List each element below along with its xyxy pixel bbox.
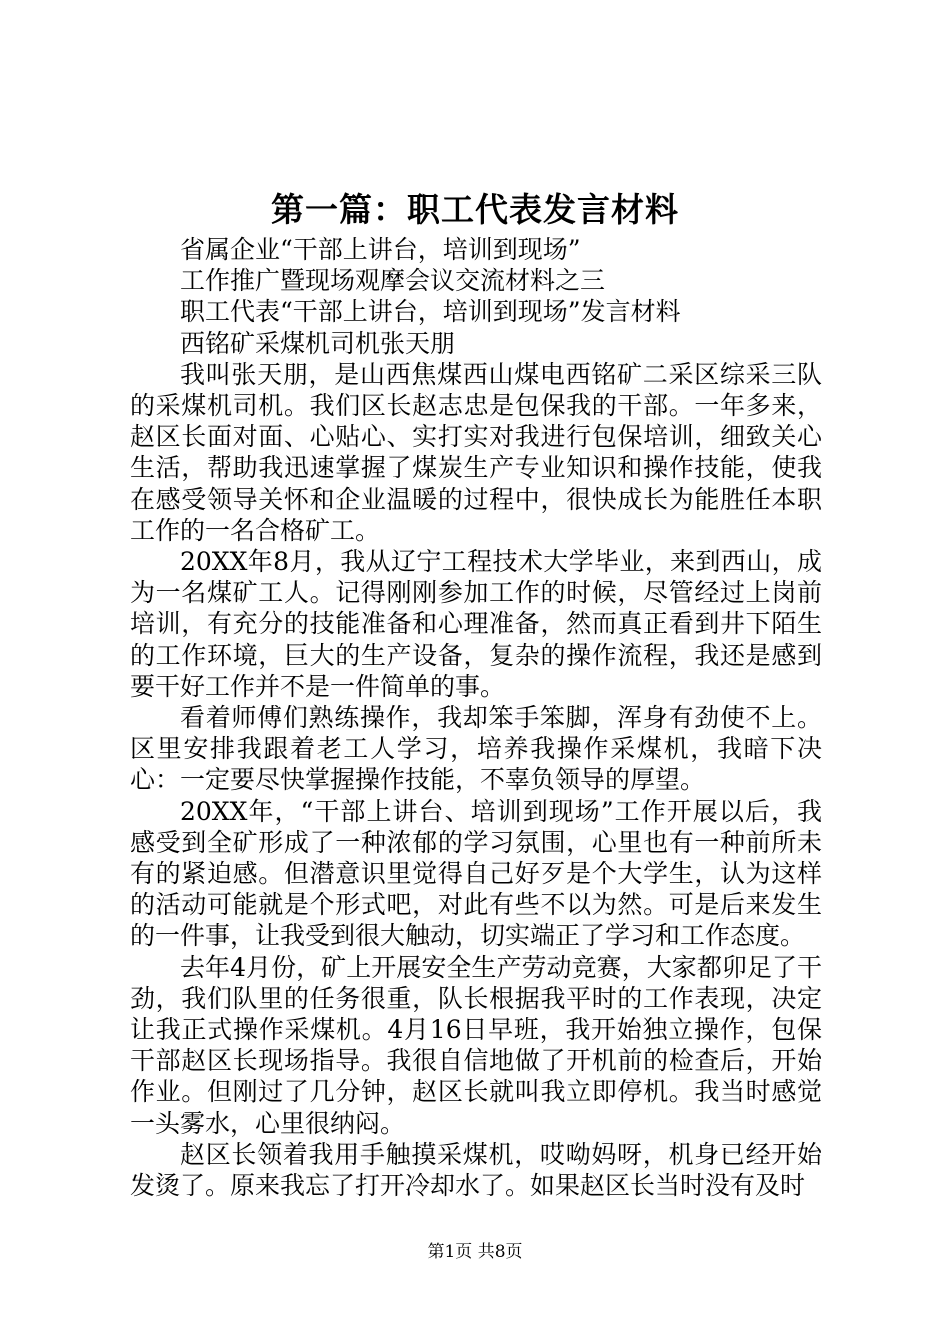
paragraph: 省属企业“干部上讲台，培训到现场” [180, 235, 581, 264]
paragraph: 我叫张天朋，是山西焦煤西山煤电西铭矿二采区综采三队的采煤机司机。我们区长赵志忠是包保我的干部。一年多来，赵区长面对面、心贴心、实打实对我进行包保培训，细致关心生活，帮助我迅速掌握了煤炭生产专业知识和操作技能，使我在感受领导关怀和企业温暖的过程中，很快成长为能胜任本职工作的一名合格矿工。 [130, 359, 822, 545]
paragraph: 去年4月份，矿上开展安全生产劳动竞赛，大家都卯足了干劲，我们队里的任务很重，队长根据我平时的工作表现，决定让我正式操作采煤机。4月16日早班，我开始独立操作，包保干部赵区长现场指导。我很自信地做了开机前的检查后，开始作业。但刚过了几分钟，赵区长就叫我立即停机。我当时感觉一头雾水，心里很纳闷。 [130, 952, 822, 1138]
paragraph: 西铭矿采煤机司机张天朋 [180, 328, 456, 358]
paragraph: 20XX年，“干部上讲台、培训到现场”工作开展以后，我感受到全矿形成了一种浓郁的学习氛围，心里也有一种前所未有的紧迫感。但潜意识里觉得自己好歹是个大学生，认为这样的活动可能就是个形式吧，对此有些不以为然。可是后来发生的一件事，让我受到很大触动，切实端正了学习和工作态度。 [130, 796, 822, 951]
paragraph: 赵区长领着我用手触摸采煤机，哎呦妈呀，机身已经开始发烫了。原来我忘了打开冷却水了。如果赵区长当时没有及时 [130, 1139, 822, 1201]
paragraph: 看着师傅们熟练操作，我却笨手笨脚，浑身有劲使不上。区里安排我跟着老工人学习，培养我操作采煤机，我暗下决心：一定要尽快掌握操作技能，不辜负领导的厚望。 [130, 703, 822, 795]
page-number-footer: 第1页 共8页 [427, 1242, 523, 1262]
document-body [130, 234, 822, 1201]
paragraph: 工作推广暨现场观摩会议交流材料之三 [180, 266, 606, 296]
paragraph: 20XX年8月，我从辽宁工程技术大学毕业，来到西山，成为一名煤矿工人。记得刚刚参加工作的时候，尽管经过上岗前培训，有充分的技能准备和心理准备，然而真正看到井下陌生的工作环境，巨大的生产设备，复杂的操作流程，我还是感到要干好工作并不是一件简单的事。 [130, 547, 822, 701]
document-title: 第一篇：职工代表发言材料 [271, 190, 679, 229]
paragraph: 职工代表“干部上讲台，培训到现场”发言材料 [180, 297, 681, 327]
